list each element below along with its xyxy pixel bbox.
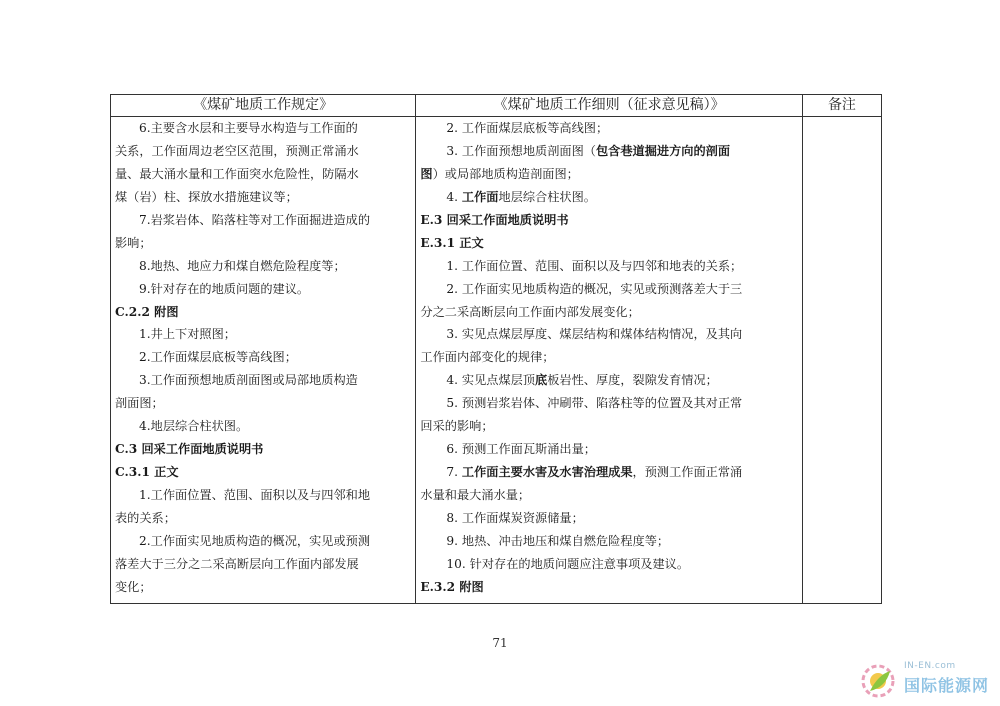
line-text: 回采的影响； [420,419,494,434]
line-text: E.3 回采工作面地质说明书 [420,212,569,227]
detailed-rules-line [420,576,796,599]
regulation-line: 4.地层综合柱状图。 [139,419,249,434]
detailed-rules-line [420,301,796,324]
detailed-rules-line [420,553,796,576]
emphasized-text: 图 [420,166,433,181]
detailed-rules-cell [416,117,803,604]
detailed-rules-line [420,186,796,209]
regulation-line: C.2.2 附图 [115,304,179,319]
page-number: 71 [492,636,508,650]
regulation-line: 6.主要含水层和主要导水构造与工作面的 [139,121,358,135]
detailed-rules-line [420,346,796,369]
comparison-table [110,94,882,604]
regulation-line: 7.岩浆岩体、陷落柱等对工作面掘进造成的 [139,212,371,227]
detailed-rules-text [416,117,802,599]
line-text: 工作面内部变化的规律； [420,350,555,365]
regulation-line: C.3 回采工作面地质说明书 [115,442,264,457]
watermark-logo [856,655,996,705]
regulation-line: 1.工作面位置、范围、面积以及与四邻和地 [139,488,371,502]
line-text: 9. 地热、冲击地压和煤自燃危险程度等； [446,533,670,548]
detailed-rules-line [420,255,796,278]
detailed-rules-line [420,278,796,301]
detailed-rules-line [420,415,796,438]
regulation-line: 3.工作面预想地质剖面图或局部地质构造 [139,373,358,388]
regulation-line: 8.地热、地应力和煤自燃危险程度等； [139,258,346,273]
emphasized-text: 包含巷道掘进方向的剖面 [595,143,731,158]
line-text: 水量和最大涌水量； [420,488,531,502]
regulation-line: 落差大于三分之二采高断层向工作面内部发展 [115,556,359,571]
line-text: 4. 实见点煤层顶 [446,373,536,388]
detailed-rules-line [420,163,796,186]
detailed-rules-line [420,484,796,507]
regulation-line: 9.针对存在的地质问题的建议。 [139,281,310,296]
remarks-cell [802,117,881,604]
watermark-site: IN-EN.com [904,661,956,671]
line-text: 板岩性、厚度，裂隙发育情况； [547,373,718,388]
regulation-line: 剖面图； [115,396,164,411]
line-text: 8. 工作面煤炭资源储量； [446,510,584,525]
regulation-cell [111,117,416,604]
regulation-line: 2.工作面煤层底板等高线图； [139,350,297,365]
line-text: 分之二采高断层向工作面内部发展变化； [420,304,640,319]
detailed-rules-line [420,438,796,461]
detailed-rules-line [420,117,796,140]
regulation-line: 2.工作面实见地质构造的概况，实见或预测 [139,533,371,548]
emphasized-text: 工作面主要水害及水害治理成果 [461,465,633,480]
line-text: 5. 预测岩浆岩体、冲刷带、陷落柱等的位置及其对正常 [446,396,743,411]
regulation-line: 量、最大涌水量和工作面突水危险性，防隔水 [115,166,359,181]
line-text: 10. 针对存在的地质问题应注意事项及建议。 [446,556,690,571]
header-remarks: 备注 [802,95,881,117]
line-text: 地层综合柱状图。 [498,189,596,204]
sun-leaf-icon [856,657,900,701]
regulation-line: 1.井上下对照图； [139,327,236,342]
line-text: 6. 预测工作面瓦斯涌出量； [446,442,596,457]
line-text: ，预测工作面正常涌 [632,465,743,480]
line-text: 1. 工作面位置、范围、面积以及与四邻和地表的关系； [446,258,743,273]
regulation-line: C.3.1 正文 [115,465,179,480]
line-text: 4. [446,189,462,204]
regulation-line: 影响； [115,235,152,250]
line-text: 7. [446,465,462,480]
line-text: 3. 工作面预想地质剖面图（ [446,143,596,158]
detailed-rules-line [420,140,796,163]
regulation-line: 关系，工作面周边老空区范围，预测正常涌水 [115,143,359,158]
table-header-row [111,95,882,117]
line-text: ）或局部地质构造剖面图； [432,166,579,181]
detailed-rules-line [420,369,796,392]
detailed-rules-line [420,323,796,346]
regulation-line: 煤（岩）柱、探放水措施建议等； [115,189,298,204]
emphasized-text: 底 [535,373,548,388]
regulation-text [111,117,415,599]
line-text: E.3.1 正文 [420,235,484,250]
table-row [111,117,882,604]
detailed-rules-line [420,209,796,232]
line-text: 2. 工作面煤层底板等高线图； [446,121,609,135]
line-text: 3. 实见点煤层厚度、煤层结构和煤体结构情况，及其向 [446,327,743,342]
detailed-rules-line [420,530,796,553]
watermark-name: 国际能源网 [904,676,990,695]
header-detailed-rules: 《煤矿地质工作细则（征求意见稿）》 [416,95,803,117]
detailed-rules-line [420,392,796,415]
detailed-rules-line [420,232,796,255]
line-text: 2. 工作面实见地质构造的概况，实见或预测落差大于三 [446,281,743,296]
detailed-rules-line [420,507,796,530]
header-regulation: 《煤矿地质工作规定》 [111,95,416,117]
regulation-line: 表的关系； [115,510,176,525]
emphasized-text: 工作面 [461,189,499,204]
regulation-line: 变化； [115,579,152,594]
detailed-rules-line [420,461,796,484]
line-text: E.3.2 附图 [420,579,484,594]
